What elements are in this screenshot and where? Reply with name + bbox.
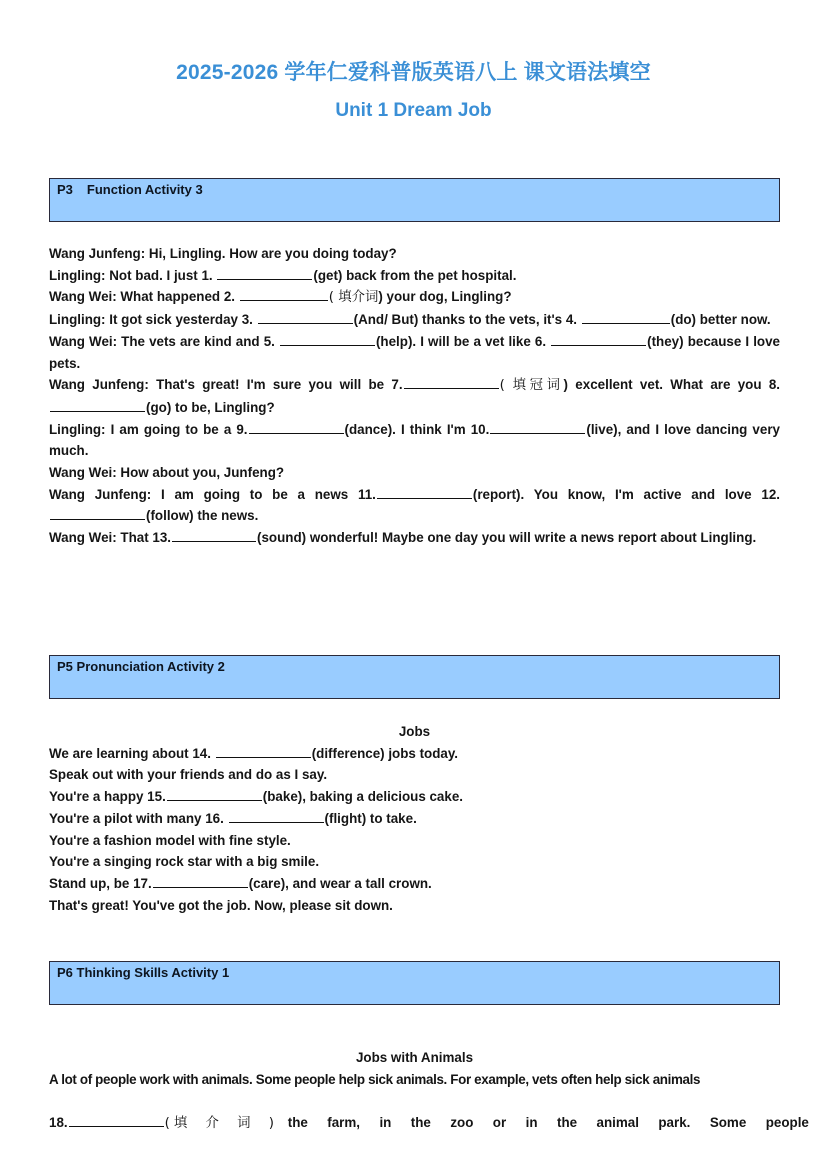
answer-blank-14[interactable]: [216, 744, 311, 758]
poem-line: You're a pilot with many 16. (flight) to take.: [49, 810, 417, 826]
poem-line: That's great! You've got the job. Now, please sit down.: [49, 897, 393, 913]
passage-line: 18. (填 介 词 ) the farm, in the zoo or in the animal park. Some people: [49, 1115, 809, 1132]
answer-blank-5[interactable]: [280, 332, 375, 346]
section-code: P3: [57, 182, 73, 197]
answer-blank-4[interactable]: [582, 310, 670, 324]
dialogue-line: Wang Junfeng: Hi, Lingling. How are you doing today?: [49, 246, 397, 261]
dialogue-line: Wang Wei: That 13. (sound) wonderful! Maybe one day you will write a news report about Lingling.: [49, 530, 757, 546]
answer-blank-13[interactable]: [172, 528, 256, 542]
poem-line: We are learning about 14. (difference) jobs today.: [49, 745, 459, 761]
answer-blank-6[interactable]: [551, 332, 646, 346]
answer-blank-8[interactable]: [50, 398, 145, 412]
passage-title: Jobs with Animals: [355, 1050, 474, 1065]
poem-line: You're a happy 15. (bake), baking a delicious cake.: [49, 789, 463, 805]
poem-line: You're a singing rock star with a big smile.: [49, 854, 320, 870]
poem-line: Stand up, be 17. (care), and wear a tall crown.: [49, 875, 432, 891]
answer-blank-12[interactable]: [50, 506, 145, 520]
dialogue-line: Lingling: I am going to be a 9. (dance). I think I'm 10. (live), and I love dancing very much.: [49, 421, 780, 459]
answer-blank-17[interactable]: [153, 874, 248, 888]
answer-blank-2[interactable]: [240, 287, 328, 301]
passage-line: A lot of people work with animals. Some people help sick animals. For example, vets often help sick animals: [49, 1071, 701, 1087]
section-header-p5: [49, 655, 780, 699]
dialogue-p3: [49, 243, 780, 549]
answer-blank-7[interactable]: [404, 375, 499, 389]
dialogue-line: Wang Wei: How about you, Junfeng?: [49, 465, 285, 481]
section-code: P6: [57, 965, 73, 980]
passage-title: Jobs: [398, 724, 431, 739]
section-header-p3: [49, 178, 780, 222]
unit-title: Unit 1 Dream Job: [335, 100, 492, 121]
answer-blank-9[interactable]: [249, 420, 344, 434]
dialogue-line: Lingling: It got sick yesterday 3. (And/ But) thanks to the vets, it's 4. (do) better now.: [49, 312, 771, 328]
dialogue-line: Wang Wei: What happened 2. ( 填介词) your dog, Lingling?: [49, 289, 512, 306]
section-name: Function Activity 3: [86, 182, 203, 197]
answer-blank-15[interactable]: [167, 787, 262, 801]
poem-p5: [49, 721, 780, 916]
section-header-p6: [49, 961, 780, 1005]
section-code: P5: [57, 659, 73, 674]
section-name: Thinking Skills Activity 1: [76, 965, 230, 980]
answer-blank-16[interactable]: [229, 809, 324, 823]
poem-line: Speak out with your friends and do as I say.: [49, 767, 328, 783]
dialogue-line: Wang Wei: The vets are kind and 5. (help). I will be a vet like 6. (they) because I love pets.: [49, 333, 780, 371]
dialogue-line: Wang Junfeng: I am going to be a news 11. (report). You know, I'm active and love 12.(follow) the news.: [49, 486, 780, 524]
poem-line: You're a fashion model with fine style.: [49, 832, 291, 848]
section-name: Pronunciation Activity 2: [76, 659, 225, 674]
dialogue-line: Wang Junfeng: That's great! I'm sure you will be 7. ( 填冠词) excellent vet. What are you 8.(go) to be, Lingling?: [49, 377, 781, 415]
answer-blank-11[interactable]: [377, 485, 472, 499]
passage-p6: [49, 1047, 809, 1157]
answer-blank-10[interactable]: [490, 420, 585, 434]
page-title: 2025-2026 学年仁爱科普版英语八上 课文语法填空: [176, 61, 651, 84]
answer-blank-1[interactable]: [217, 266, 312, 280]
answer-blank-18[interactable]: [69, 1113, 164, 1127]
answer-blank-3[interactable]: [258, 310, 353, 324]
dialogue-line: Lingling: Not bad. I just 1. (get) back from the pet hospital.: [49, 267, 517, 283]
